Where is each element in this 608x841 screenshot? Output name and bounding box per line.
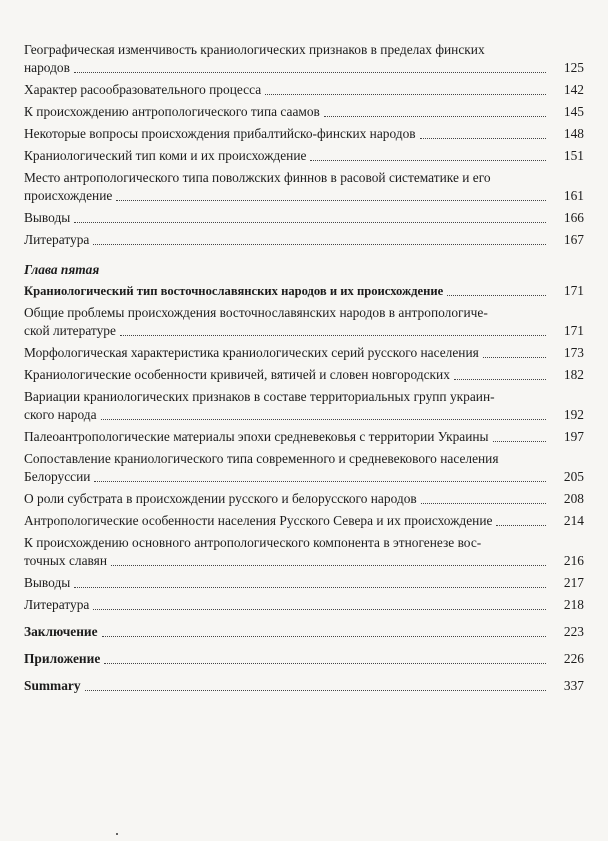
- toc-entry: [24, 366, 584, 384]
- toc-entry-text: Географическая изменчивость краниологических признаков в пределах финских: [24, 42, 485, 57]
- page-number: 218: [563, 597, 584, 612]
- dot-leader: [483, 357, 546, 358]
- toc-entry-text: Краниологический тип коми и их происхождение: [24, 148, 307, 163]
- dot-leader: [120, 335, 546, 336]
- toc-entry-text: Некоторые вопросы происхождения прибалтийско-финских народов: [24, 126, 416, 141]
- page-number: 167: [563, 232, 584, 247]
- page-number: 226: [563, 651, 584, 666]
- dot-leader: [496, 525, 546, 526]
- toc-entry-text: Summary: [24, 678, 81, 693]
- dot-leader: [324, 116, 546, 117]
- page-number: 171: [563, 323, 584, 338]
- page-number: 148: [563, 126, 584, 141]
- toc-entry: [24, 344, 584, 362]
- page-number: 208: [563, 491, 584, 506]
- dot-leader: [265, 94, 546, 95]
- toc-entry-text: Литература: [24, 597, 90, 612]
- dot-leader: [104, 663, 546, 664]
- page-number: 337: [563, 678, 584, 693]
- dot-leader: [420, 138, 546, 139]
- dot-leader: [74, 587, 546, 588]
- chapter-title: Краниологический тип восточнославянских народов и их происхождение: [24, 284, 444, 298]
- toc-entry-text: Характер расообразовательного процесса: [24, 82, 262, 97]
- toc-entry: [24, 596, 584, 614]
- toc-entry: [24, 103, 584, 121]
- toc-entry-text: Антропологические особенности населения Русского Севера и их происхождение: [24, 513, 493, 528]
- toc-entry-appendix: [24, 650, 584, 668]
- toc-entry: [24, 512, 584, 530]
- dot-leader: [101, 419, 546, 420]
- toc-entry: [24, 304, 584, 340]
- toc-entry-text: Палеоантропологические материалы эпохи средневековья с территории Украины: [24, 429, 489, 444]
- page-number: 171: [563, 283, 584, 298]
- page-number: 125: [563, 60, 584, 75]
- toc-entry: [24, 81, 584, 99]
- table-of-contents: [24, 41, 584, 699]
- toc-entry: [24, 450, 584, 486]
- toc-entry: [24, 125, 584, 143]
- page-number: 142: [563, 82, 584, 97]
- dot-leader: [93, 609, 546, 610]
- dot-leader: [454, 379, 546, 380]
- toc-entry: [24, 428, 584, 446]
- toc-entry-text: Краниологические особенности кривичей, вятичей и словен новгородских: [24, 367, 450, 382]
- toc-entry-text: Белоруссии: [24, 469, 91, 484]
- toc-entry-summary: [24, 677, 584, 695]
- toc-entry: [24, 209, 584, 227]
- toc-entry-text: Место антропологического типа поволжских финнов в расовой систематике и его: [24, 170, 491, 185]
- toc-entry-text: К происхождению основного антропологического компонента в этногенезе вос-: [24, 535, 482, 550]
- toc-entry: [24, 231, 584, 249]
- toc-entry: [24, 388, 584, 424]
- page-number: 216: [563, 553, 584, 568]
- page-number: 217: [563, 575, 584, 590]
- toc-entry-text: Вариации краниологических признаков в составе территориальных групп украин-: [24, 389, 495, 404]
- dot-leader: [493, 441, 546, 442]
- page-number: 151: [563, 148, 584, 163]
- toc-entry-conclusion: [24, 623, 584, 641]
- toc-entry-text: Морфологическая характеристика краниологических серий русского населения: [24, 345, 479, 360]
- dot-leader: [421, 503, 546, 504]
- page-number: 205: [563, 469, 584, 484]
- dot-leader: [74, 222, 546, 223]
- toc-entry-text: точных славян: [24, 553, 108, 568]
- page-number: 161: [563, 188, 584, 203]
- page-number: 145: [563, 104, 584, 119]
- dot-leader: [93, 244, 546, 245]
- dot-leader: [85, 690, 546, 691]
- page-number: 192: [563, 407, 584, 422]
- print-speck: [116, 833, 118, 835]
- dot-leader: [74, 72, 546, 73]
- chapter-title-entry: [24, 282, 584, 300]
- toc-entry-text: Литература: [24, 232, 90, 247]
- toc-entry-text: происхождение: [24, 188, 113, 203]
- toc-entry: [24, 574, 584, 592]
- toc-entry-text: ского народа: [24, 407, 97, 422]
- chapter-heading: Глава пятая: [24, 262, 100, 277]
- toc-entry: [24, 147, 584, 165]
- page-number: 197: [563, 429, 584, 444]
- dot-leader: [111, 565, 546, 566]
- toc-entry-text: Сопоставление краниологического типа современного и средневекового населения: [24, 451, 499, 466]
- toc-entry-text: Приложение: [24, 651, 101, 666]
- toc-entry: [24, 169, 584, 205]
- toc-entry: [24, 534, 584, 570]
- page-number: 214: [563, 513, 584, 528]
- toc-entry-text: народов: [24, 60, 70, 75]
- toc-entry-text: ской литературе: [24, 323, 116, 338]
- page-number: 166: [563, 210, 584, 225]
- dot-leader: [447, 295, 546, 296]
- toc-entry-text: Общие проблемы происхождения восточнославянских народов в антропологиче-: [24, 305, 488, 320]
- toc-entry-text: К происхождению антропологического типа саамов: [24, 104, 320, 119]
- dot-leader: [94, 481, 546, 482]
- page-number: 223: [563, 624, 584, 639]
- dot-leader: [102, 636, 546, 637]
- toc-entry-text: О роли субстрата в происхождении русского и белорусского народов: [24, 491, 417, 506]
- page-number: 182: [563, 367, 584, 382]
- toc-entry-text: Заключение: [24, 624, 98, 639]
- dot-leader: [116, 200, 546, 201]
- page-number: 173: [563, 345, 584, 360]
- toc-entry: [24, 41, 584, 77]
- toc-entry: [24, 490, 584, 508]
- toc-entry-text: Выводы: [24, 210, 71, 225]
- dot-leader: [310, 160, 546, 161]
- toc-entry-text: Выводы: [24, 575, 71, 590]
